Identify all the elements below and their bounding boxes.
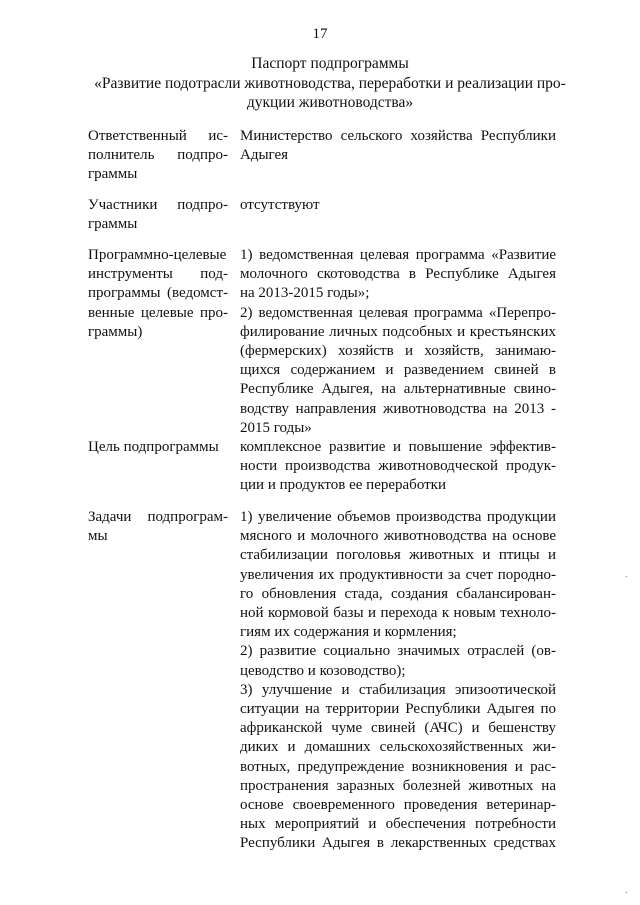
label-line: программы (ведомст- — [88, 285, 228, 302]
value-line: 2015 годы» — [240, 419, 312, 436]
page-number: 17 — [312, 26, 328, 42]
value-line: ной кормовой базы и перехода к новым техноло- — [240, 605, 556, 622]
value-line: вотных, предупреждение возникновения и рас- — [240, 758, 556, 775]
value-line: молочного скотоводства в Республике Адыгея — [240, 266, 556, 283]
value-line: Адыгея — [240, 147, 289, 164]
value-line: Республике Адыгея, на альтернативные свино- — [240, 381, 556, 398]
title-line: Паспорт подпрограммы — [251, 55, 409, 72]
title-line: «Развитие подотрасли животноводства, переработки и реализации про- — [94, 74, 566, 92]
value-line: диких и домашних сельскохозяйственных жи- — [240, 739, 556, 756]
row-value — [240, 127, 556, 165]
value-line: ции и продуктов ее переработки — [240, 477, 446, 494]
value-line: стабилизации поголовья животных и птицы и — [240, 547, 556, 564]
label-line: Цель подпрограммы — [88, 439, 219, 455]
value-line: Министерство сельского хозяйства Республики — [240, 128, 556, 144]
value-line: филирование личных подсобных и крестьянских — [240, 323, 556, 340]
row-value — [240, 196, 556, 215]
value-line: гиям их содержания и кормления; — [240, 624, 457, 641]
value-line: 2) развитие социально значимых отраслей (ов- — [240, 643, 556, 660]
title-line: дукции животноводства» — [246, 94, 414, 111]
row-label — [88, 196, 228, 234]
value-line: ных мероприятий и обеспечения потребности — [240, 816, 556, 833]
value-line: (фермерских) хозяйств и хозяйств, занимаю- — [240, 343, 556, 360]
value-line: 1) увеличение объемов производства продукции — [240, 509, 556, 525]
value-line: цеводство и козоводство); — [240, 662, 406, 679]
label-line: Программно-целевые — [88, 247, 227, 263]
value-line: ситуации на территории Республики Адыгея по — [240, 701, 556, 718]
label-line: граммы — [88, 166, 138, 183]
value-line: пространения заразных болезней животных на — [240, 777, 556, 794]
value-line: Республики Адыгея в лекарственных средствах — [240, 835, 556, 852]
value-line: мясного и молочного животноводства на основе — [240, 528, 556, 545]
document-title — [60, 54, 600, 113]
row-label — [88, 127, 228, 185]
value-line: 1) ведомственная целевая программа «Развитие — [240, 247, 556, 263]
label-line: Участники подпро- — [88, 197, 228, 213]
value-line: комплексное развитие и повышение эффектив- — [240, 439, 556, 455]
value-line: увеличения их продуктивности за счет породно- — [240, 566, 556, 583]
row-value — [240, 508, 556, 854]
value-line: 2) ведомственная целевая программа «Перепро- — [240, 304, 556, 321]
label-line: граммы — [88, 216, 138, 233]
row-label — [88, 438, 228, 457]
value-line: го обновления стада, создания сбалансирован- — [240, 585, 556, 602]
label-line: мы — [88, 528, 108, 545]
value-line: основе своевременного проведения ветеринар- — [240, 797, 556, 814]
value-line: африканской чуме свиней (АЧС) и бешенству — [240, 720, 556, 737]
value-line: 3) улучшение и стабилизация эпизоотической — [240, 681, 556, 698]
scan-mark: · — [624, 572, 628, 583]
value-line: на 2013-2015 годы»; — [240, 285, 370, 302]
value-line: водству направления животноводства на 2013 - — [240, 400, 556, 417]
label-line: венные целевые про- — [88, 304, 228, 321]
row-label — [88, 508, 228, 546]
label-line: полнитель подпро- — [88, 147, 228, 164]
label-line: Ответственный ис- — [88, 128, 228, 144]
value-line: отсутствуют — [240, 197, 320, 213]
row-value — [240, 246, 556, 438]
value-line: щихся содержанием и разведением свиней в — [240, 362, 556, 379]
value-line: ности производства животноводческой продук- — [240, 458, 556, 475]
label-line: инструменты под- — [88, 266, 228, 283]
row-label — [88, 246, 228, 342]
scan-mark: · — [624, 888, 628, 899]
label-line: Задачи подпрограм- — [88, 509, 228, 525]
row-value — [240, 438, 556, 496]
label-line: граммы) — [88, 323, 143, 340]
